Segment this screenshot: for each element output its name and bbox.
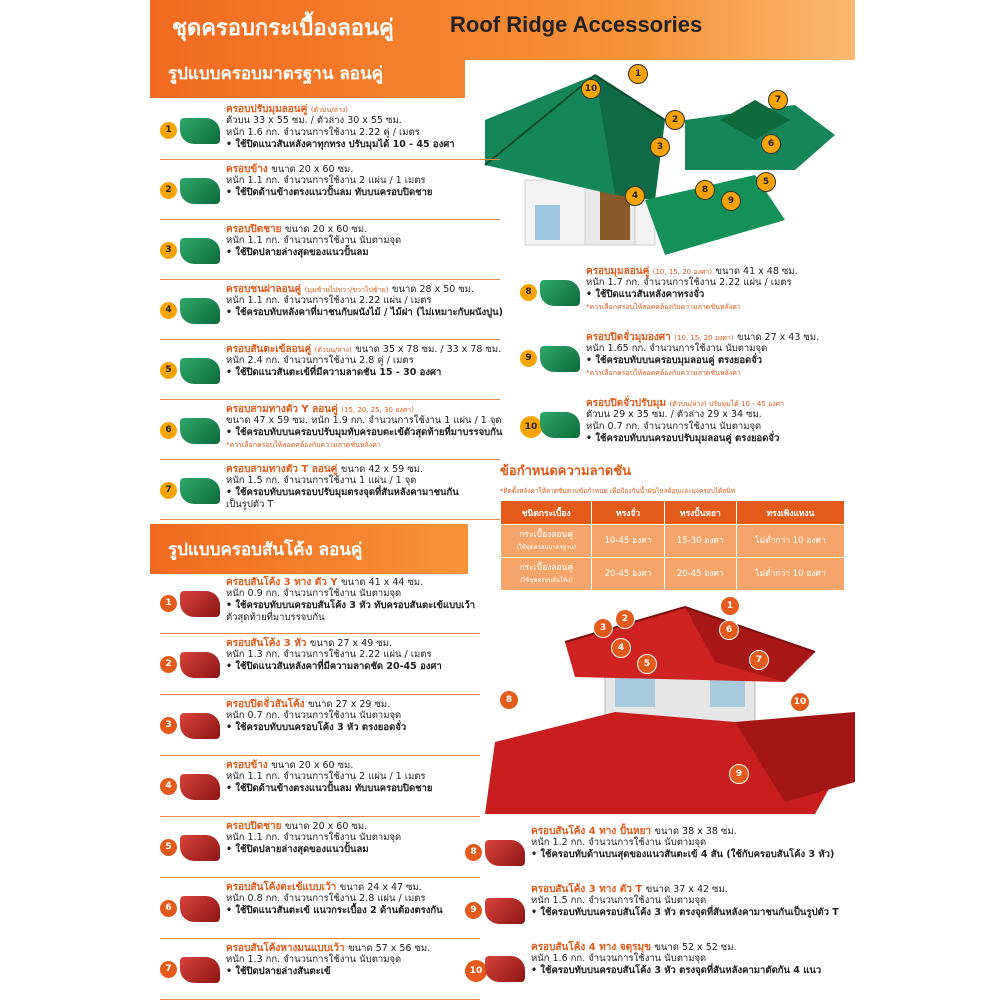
- product-detail-line: • ใช้ครอบทับบนครอบสันโค้ง 3 หัว ตรงจุดที่สันหลังคามาตัดกัน 4 แนว: [531, 965, 822, 976]
- product-detail-line: *ควรเลือกครอบให้สอดคล้องกับความลาดชันหลังคา: [586, 369, 741, 377]
- product-detail-line: หนัก 1.7 กก. จำนวนการใช้งาน 2.22 แผ่น / เมตร: [586, 277, 792, 288]
- product-name: ครอบสันตะเข้ลอนคู่ (ตัวบน/ล่าง) ขนาด 35 x 78 ซม. / 33 x 78 ซม.: [226, 344, 502, 355]
- roof-tile-image: [540, 412, 580, 438]
- product-detail-line: หนัก 1.65 กก. จำนวนการใช้งาน นับตามจุด: [586, 343, 768, 354]
- callout-badge: 5: [756, 172, 776, 192]
- product-entry: [160, 160, 500, 220]
- product-detail-line: หนัก 1.1 กก. จำนวนการใช้งาน 2 แผ่น / 1 เมตร: [226, 771, 426, 782]
- item-number-badge: 6: [160, 422, 177, 439]
- product-detail-line: • ใช้ปิดปลายล่างสันตะเข้: [226, 966, 331, 977]
- callout-badge: 6: [719, 620, 739, 640]
- roof-tile-image: [485, 898, 525, 924]
- product-entry: [160, 878, 480, 939]
- roof-tile-image: [180, 591, 220, 617]
- item-number-badge: 5: [160, 839, 177, 856]
- product-detail-line: • ใช้ครอบทับบนครอบสันโค้ง 3 หัว ทับครอบสันตะเข้แบบเว้า: [226, 600, 476, 611]
- product-detail-line: หนัก 1.5 กก. จำนวนการใช้งาน นับตามจุด: [531, 895, 707, 906]
- product-detail-line: • ใช้ปิดแนวสันหลังคาทุกทรง ปรับมุมได้ 10 - 45 องศา: [226, 139, 455, 150]
- product-name: ครอบปิดจั่วปรับมุม (ตัวบน/ล่าง) ปรับมุมได้ 10 - 45 องศา: [586, 398, 785, 409]
- callout-badge: 4: [611, 638, 631, 658]
- roof-tile-image: [180, 896, 220, 922]
- product-name: ครอบข้าง ขนาด 20 x 60 ซม.: [226, 760, 354, 771]
- product-entry: [160, 939, 480, 1000]
- product-detail-line: • ใช้ครอบทับบนครอบโค้ง 3 หัว ตรงยอดจั่ว: [226, 722, 407, 733]
- item-number-badge: 10: [520, 416, 542, 438]
- product-entry: [520, 262, 850, 328]
- product-detail-line: หนัก 1.3 กก. จำนวนการใช้งาน นับตามจุด: [226, 954, 402, 965]
- product-detail-line: • ใช้ปิดปลายล่างสุดของแนวปั้นลม: [226, 247, 369, 258]
- roof-tile-image: [180, 957, 220, 983]
- item-number-badge: 1: [160, 595, 177, 612]
- callout-badge: 9: [721, 191, 741, 211]
- item-number-badge: 8: [520, 284, 537, 301]
- item-number-badge: 10: [465, 960, 487, 982]
- callout-badge: 6: [761, 134, 781, 154]
- callout-badge: 8: [695, 180, 715, 200]
- product-name: ครอบสันโค้งตะเข้แบบเว้า ขนาด 24 x 47 ซม.: [226, 882, 422, 893]
- roof-tile-image: [180, 713, 220, 739]
- callout-badge: 2: [665, 110, 685, 130]
- table-cell: ไม่ต่ำกว่า 10 องศา: [736, 525, 844, 558]
- product-detail-line: ตัวบน 33 x 55 ซม. / ตัวล่าง 30 x 55 ซม.: [226, 115, 402, 126]
- product-detail-line: หนัก 1.1 กก. จำนวนการใช้งาน 2.22 แผ่น / เมตร: [226, 295, 432, 306]
- item-number-badge: 9: [520, 350, 537, 367]
- product-name: ครอบสันโค้ง 4 ทาง ปั้นหยา ขนาด 38 x 38 ซม.: [531, 826, 737, 837]
- product-detail-line: หนัก 0.9 กก. จำนวนการใช้งาน นับตามจุด: [226, 588, 402, 599]
- section-curved-title: รูปแบบครอบสันโค้ง ลอนคู่: [168, 540, 363, 560]
- product-detail-line: • ใช้ครอบทับบนครอบปรับมุมตรงจุดที่สันหลังคามาชนกัน: [226, 487, 459, 498]
- product-detail-line: ตัวบน 29 x 35 ซม. / ตัวล่าง 29 x 34 ซม.: [586, 409, 762, 420]
- product-name: ครอบข้าง ขนาด 20 x 60 ซม.: [226, 164, 354, 175]
- product-detail-line: • ใช้ครอบทับบนครอบสันโค้ง 3 หัว ตรงจุดที่สันหลังคามาชนกันเป็นรูปตัว T: [531, 907, 839, 918]
- roof-tile-image: [485, 840, 525, 866]
- product-detail-line: • ใช้ปิดแนวสันหลังคาที่มีความลาดชัด 20-45 องศา: [226, 661, 442, 672]
- roof-tile-image: [180, 238, 220, 264]
- table-row: [501, 525, 845, 558]
- table-cell: ไม่ต่ำกว่า 10 องศา: [736, 558, 844, 591]
- product-name: ครอบชนฝาลอนคู่ (มุมซ้ายไปขวา/ขวาไปซ้าย) ขนาด 28 x 50 ซม.: [226, 284, 475, 295]
- product-entry: [160, 756, 480, 817]
- section-curved-banner: [150, 524, 468, 574]
- product-name: ครอบสันโค้ง 4 ทาง จตุรมุข ขนาด 52 x 52 ซม.: [531, 942, 737, 953]
- product-detail-line: • ใช้ปิดแนวสันตะเข้ แนวกระเบื้อง 2 ด้านต้องตรงกัน: [226, 905, 443, 916]
- table-cell: 15-30 องศา: [664, 525, 736, 558]
- product-entry: [160, 400, 503, 460]
- table-cell: กระเบื้องลอนคู่ (ใช้ชุดครอบมาตรฐาน): [501, 525, 592, 558]
- product-entry: [465, 880, 855, 938]
- product-entry: [160, 573, 480, 634]
- table-cell: กระเบื้องลอนคู่ (ใช้ชุดครอบสันโค้ง): [501, 558, 592, 591]
- callout-badge: 2: [615, 609, 635, 629]
- product-name: ครอบสามทางตัว T ลอนคู่ ขนาด 42 x 59 ซม.: [226, 464, 423, 475]
- product-name: ครอบปิดชาย ขนาด 20 x 60 ซม.: [226, 224, 368, 235]
- roof-tile-image: [180, 774, 220, 800]
- product-name: ครอบปิดจั่วสันโค้ง ขนาด 27 x 29 ซม.: [226, 699, 391, 710]
- product-name: ครอบปรับมุมลอนคู่ (ตัวบน/ล่าง): [226, 104, 348, 115]
- table-header: ทรงเพิงแหงน: [736, 501, 844, 525]
- roof-tile-image: [485, 956, 525, 982]
- item-number-badge: 5: [160, 362, 177, 379]
- product-detail-line: • ใช้ปิดแนวสันตะเข้ที่มีความลาดชัน 15 - 30 องศา: [226, 367, 442, 378]
- roof-tile-image: [180, 118, 220, 144]
- roof-tile-image: [540, 280, 580, 306]
- product-detail-line: ขนาด 47 x 59 ซม. หนัก 1.9 กก. จำนวนการใช้งาน 1 แผ่น / 1 จุด: [226, 415, 502, 426]
- item-number-badge: 6: [160, 900, 177, 917]
- product-detail-line: • ใช้ครอบทับหลังคาที่มาชนกับผนังไม้ / ไม้ฝา (ไม่เหมาะกับผนังปูน): [226, 307, 503, 318]
- table-header: ชนิดกระเบื้อง: [501, 501, 592, 525]
- red-roof-house-illustration: [485, 592, 855, 814]
- product-detail-line: หนัก 1.3 กก. จำนวนการใช้งาน 2.22 แผ่น / เมตร: [226, 649, 432, 660]
- product-name: ครอบมุมลอนคู่ (10, 15, 20 องศา) ขนาด 41 x 48 ซม.: [586, 266, 798, 277]
- callout-badge: 7: [749, 650, 769, 670]
- item-number-badge: 7: [160, 961, 177, 978]
- roof-tile-image: [180, 418, 220, 444]
- product-name: ครอบปิดชาย ขนาด 20 x 60 ซม.: [226, 821, 368, 832]
- callout-badge: 3: [650, 137, 670, 157]
- callout-badge: 8: [499, 690, 519, 710]
- callout-badge: 10: [581, 79, 601, 99]
- callout-badge: 4: [625, 186, 645, 206]
- product-detail-line: หนัก 1.5 กก. จำนวนการใช้งาน 1 แผ่น / 1 จุด: [226, 475, 417, 486]
- product-name: ครอบสันโค้งหางมนแบบเว้า ขนาด 57 x 56 ซม.: [226, 943, 431, 954]
- page-title-thai: ชุดครอบกระเบื้องลอนคู่: [172, 16, 394, 41]
- callout-badge: 1: [720, 596, 740, 616]
- product-detail-line: • ใช้ปิดปลายล่างสุดของแนวปั้นลม: [226, 844, 369, 855]
- section-standard-title: รูปแบบครอบมาตรฐาน ลอนคู่: [168, 64, 383, 84]
- product-detail-line: หนัก 0.8 กก. จำนวนการใช้งาน 2.8 แผ่น / เมตร: [226, 893, 426, 904]
- product-detail-line: • ใช้ปิดด้านข้างตรงแนวปั้นลม ทับบนครอบปิดชาย: [226, 187, 433, 198]
- green-roof-house-illustration: [465, 60, 855, 265]
- roof-tile-image: [540, 346, 580, 372]
- table-cell: 20-45 องศา: [664, 558, 736, 591]
- product-name: ครอบสันโค้ง 3 ทาง ตัว Y ขนาด 41 x 44 ซม.: [226, 577, 424, 588]
- item-number-badge: 1: [160, 122, 177, 139]
- item-number-badge: 4: [160, 778, 177, 795]
- product-detail-line: *ควรเลือกครอบให้สอดคล้องกับความลาดชันหลังคา: [226, 441, 381, 449]
- roof-tile-image: [180, 298, 220, 324]
- product-detail-line: • ใช้ปิดด้านข้างตรงแนวปั้นลม ทับบนครอบปิดชาย: [226, 783, 433, 794]
- roof-tile-image: [180, 358, 220, 384]
- item-number-badge: 3: [160, 242, 177, 259]
- item-number-badge: 2: [160, 182, 177, 199]
- slope-spec-table: [500, 500, 845, 591]
- product-detail-line: หนัก 1.6 กก. จำนวนการใช้งาน 2.22 คู่ / เมตร: [226, 127, 420, 138]
- product-entry: [160, 340, 500, 400]
- roof-tile-image: [180, 178, 220, 204]
- product-detail-line: ตัวสุดท้ายที่มาบรรจบกัน: [226, 612, 325, 623]
- product-detail-line: เป็นรูปตัว T: [226, 499, 274, 510]
- callout-badge: 5: [637, 654, 657, 674]
- table-row: [501, 558, 845, 591]
- product-detail-line: • ใช้ครอบทับบนครอบมุมลอนคู่ ตรงยอดจั่ว: [586, 355, 763, 366]
- product-entry: [160, 634, 480, 695]
- slope-spec-title: ข้อกำหนดความลาดชัน: [500, 464, 632, 479]
- product-entry: [465, 938, 855, 996]
- table-cell: 10-45 องศา: [592, 525, 664, 558]
- product-detail-line: • ใช้ครอบทับบนครอบปรับมุมทับครอบตะเข้ตัวสุดท้ายที่มาบรรจบกัน: [226, 427, 503, 438]
- product-detail-line: หนัก 1.6 กก. จำนวนการใช้งาน นับตามจุด: [531, 953, 707, 964]
- catalog-page: [150, 0, 855, 1000]
- roof-tile-image: [180, 652, 220, 678]
- product-detail-line: • ใช้ครอบทับบนครอบปรับมุมลอนคู่ ตรงยอดจั่ว: [586, 433, 780, 444]
- roof-tile-image: [180, 835, 220, 861]
- product-name: ครอบสันโค้ง 3 หัว ขนาด 27 x 49 ซม.: [226, 638, 393, 649]
- product-detail-line: หนัก 0.7 กก. จำนวนการใช้งาน นับตามจุด: [226, 710, 402, 721]
- product-detail-line: หนัก 1.1 กก. จำนวนการใช้งาน นับตามจุด: [226, 235, 402, 246]
- product-entry: [520, 394, 850, 460]
- table-header: ทรงปั้นหยา: [664, 501, 736, 525]
- callout-badge: 7: [768, 90, 788, 110]
- product-name: ครอบสามทางตัว Y ลอนคู่ (15, 20, 25, 30 องศา): [226, 404, 414, 415]
- product-entry: [160, 460, 500, 520]
- callout-badge: 9: [729, 764, 749, 784]
- product-entry: [520, 328, 850, 394]
- slope-spec-note: *ติดตั้งหลังคาให้ลาดชันตามข้อกำหนด เพื่อป้องกันน้ำฝนไหลย้อนและมุงครอบได้สนิท: [500, 487, 736, 495]
- product-entry: [160, 280, 503, 340]
- product-detail-line: หนัก 1.1 กก. จำนวนการใช้งาน 2 แผ่น / 1 เมตร: [226, 175, 426, 186]
- page-title-english: Roof Ridge Accessories: [450, 12, 703, 37]
- product-name: ครอบสันโค้ง 3 ทาง ตัว T ขนาด 37 x 42 ซม.: [531, 884, 728, 895]
- product-entry: [160, 220, 500, 280]
- item-number-badge: 2: [160, 656, 177, 673]
- product-entry: [465, 822, 855, 880]
- product-entry: [160, 817, 480, 878]
- roof-tile-image: [180, 478, 220, 504]
- callout-badge: 10: [790, 692, 810, 712]
- item-number-badge: 9: [465, 902, 482, 919]
- item-number-badge: 4: [160, 302, 177, 319]
- item-number-badge: 8: [465, 844, 482, 861]
- product-entry: [160, 100, 500, 160]
- product-detail-line: • ใช้ปิดแนวสันหลังคาทรงจั่ว: [586, 289, 705, 300]
- product-detail-line: หนัก 1.1 กก. จำนวนการใช้งาน นับตามจุด: [226, 832, 402, 843]
- item-number-badge: 7: [160, 482, 177, 499]
- product-detail-line: • ใช้ครอบทับด้านบนสุดของแนวสันตะเข้ 4 สัน (ใช้กับครอบสันโค้ง 3 หัว): [531, 849, 835, 860]
- item-number-badge: 3: [160, 717, 177, 734]
- product-detail-line: หนัก 0.7 กก. จำนวนการใช้งาน นับตามจุด: [586, 421, 762, 432]
- product-entry: [160, 695, 480, 756]
- table-header: ทรงจั่ว: [592, 501, 664, 525]
- table-cell: 20-45 องศา: [592, 558, 664, 591]
- product-detail-line: หนัก 1.2 กก. จำนวนการใช้งาน นับตามจุด: [531, 837, 707, 848]
- product-name: ครอบปิดจั่วมุมองศา (10, 15, 20 องศา) ขนาด 27 x 43 ซม.: [586, 332, 820, 343]
- product-detail-line: *ควรเลือกครอบให้สอดคล้องกับความลาดชันหลังคา: [586, 303, 741, 311]
- product-detail-line: หนัก 2.4 กก. จำนวนการใช้งาน 2.8 คู่ / เมตร: [226, 355, 414, 366]
- callout-badge: 3: [593, 618, 613, 638]
- callout-badge: 1: [628, 64, 648, 84]
